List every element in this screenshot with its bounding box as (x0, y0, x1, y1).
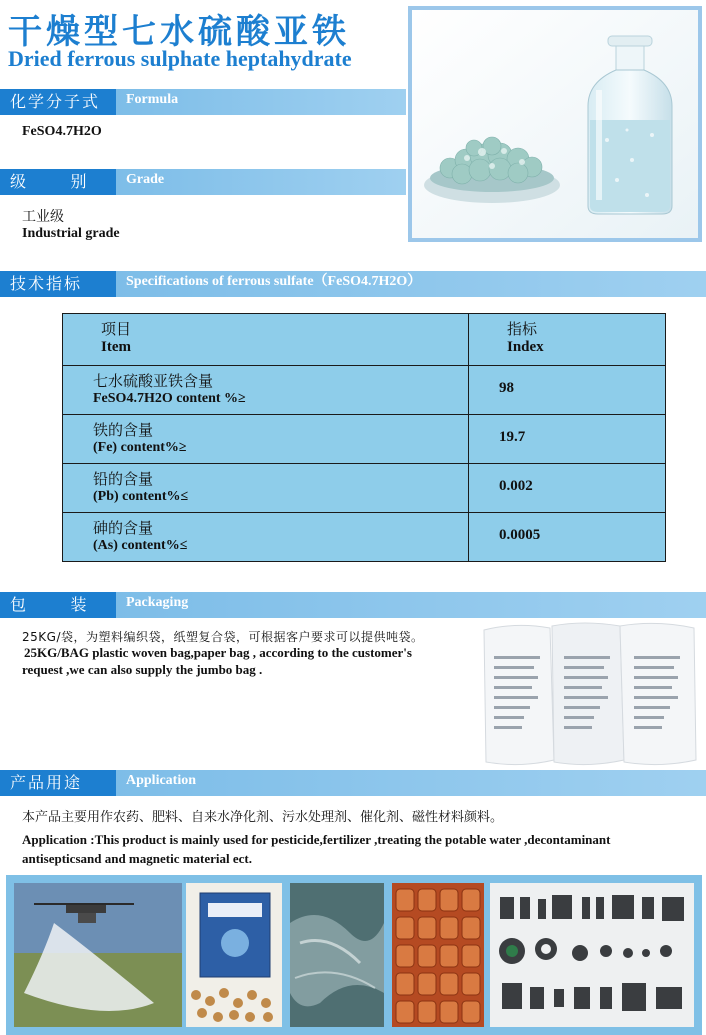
row-value: 0.002 (469, 464, 666, 513)
application-label-en: Application (116, 770, 706, 796)
packaging-text-cn: 25KG/袋，为塑料编织袋，纸塑复合袋，可根据客户要求可以提供吨袋。 (22, 630, 424, 644)
row-value: 0.0005 (469, 513, 666, 562)
row-item-cn: 七水硫酸亚铁含量 (93, 372, 214, 390)
page-title-en: Dried ferrous sulphate heptahydrate (8, 46, 352, 71)
application-photos (6, 875, 702, 1035)
table-header-row (63, 314, 666, 366)
application-text-cn: 本产品主要用作农药、肥料、自来水净化剂、污水处理剂、催化剂、磁性材料颜料。 (22, 810, 504, 825)
application-label-cn: 产品用途 (0, 770, 116, 796)
header-index (469, 314, 666, 366)
section-application (0, 770, 706, 796)
section-grade (0, 169, 406, 195)
bags-image (480, 620, 700, 770)
specs-label-cn: 技术指标 (0, 271, 116, 297)
table-row (63, 464, 666, 513)
formula-label-en: Formula (116, 89, 406, 115)
magnetic-material-photo (490, 883, 694, 1027)
specs-label-en: Specifications of ferrous sulfate（FeSO4.7H2O） (116, 271, 706, 297)
specs-table (62, 313, 666, 562)
row-item-cn: 铅的含量 (93, 470, 154, 488)
table-row (63, 513, 666, 562)
row-item (63, 415, 469, 464)
packaging-label-en: Packaging (116, 592, 706, 618)
formula-label-cn: 化学分子式 (0, 89, 116, 115)
header-item (63, 314, 469, 366)
header-item-cn: 项目 (101, 320, 132, 338)
section-packaging (0, 592, 706, 618)
row-item (63, 366, 469, 415)
crop-spraying-photo (14, 883, 182, 1027)
header-index-cn: 指标 (507, 320, 538, 338)
row-value: 98 (469, 366, 666, 415)
header-index-en: Index (507, 339, 544, 355)
row-item-cn: 砷的含量 (93, 519, 154, 537)
row-item-en: (Pb) content%≤ (93, 489, 189, 504)
row-item-cn: 铁的含量 (93, 421, 154, 439)
grade-label-cn: 级 别 (0, 169, 116, 195)
grade-label-en: Grade (116, 169, 406, 195)
packaging-label-cn: 包 装 (0, 592, 116, 618)
application-text-en-1: Application :This product is mainly used for pesticide,fertilizer ,treating the potable water ,decontaminant (22, 832, 611, 847)
row-item-en: (Fe) content%≥ (93, 440, 187, 455)
row-item (63, 464, 469, 513)
section-formula (0, 89, 406, 115)
table-row (63, 366, 666, 415)
fertilizer-package-photo (186, 883, 282, 1027)
water-treatment-photo (290, 883, 384, 1027)
header-item-en: Item (101, 339, 131, 355)
section-specs (0, 271, 706, 297)
grade-value-cn: 工业级 (22, 209, 64, 225)
catalyst-photo (392, 883, 484, 1027)
product-illustration (412, 10, 698, 238)
formula-value: FeSO4.7H2O (22, 124, 102, 139)
row-item-en: (As) content%≤ (93, 538, 188, 553)
page-title-cn: 干燥型七水硫酸亚铁 (8, 12, 350, 52)
row-item (63, 513, 469, 562)
product-image (408, 6, 702, 242)
grade-value-en: Industrial grade (22, 226, 120, 241)
row-item-en: FeSO4.7H2O content %≥ (93, 391, 246, 406)
row-value: 19.7 (469, 415, 666, 464)
table-row (63, 415, 666, 464)
packaging-text-en-2: request ,we can also supply the jumbo bag . (22, 662, 263, 677)
packaging-text-en-1: 25KG/BAG plastic woven bag,paper bag , according to the customer's (24, 645, 412, 660)
application-text-en-2: antisepticsand and magnetic material ect. (22, 851, 253, 866)
